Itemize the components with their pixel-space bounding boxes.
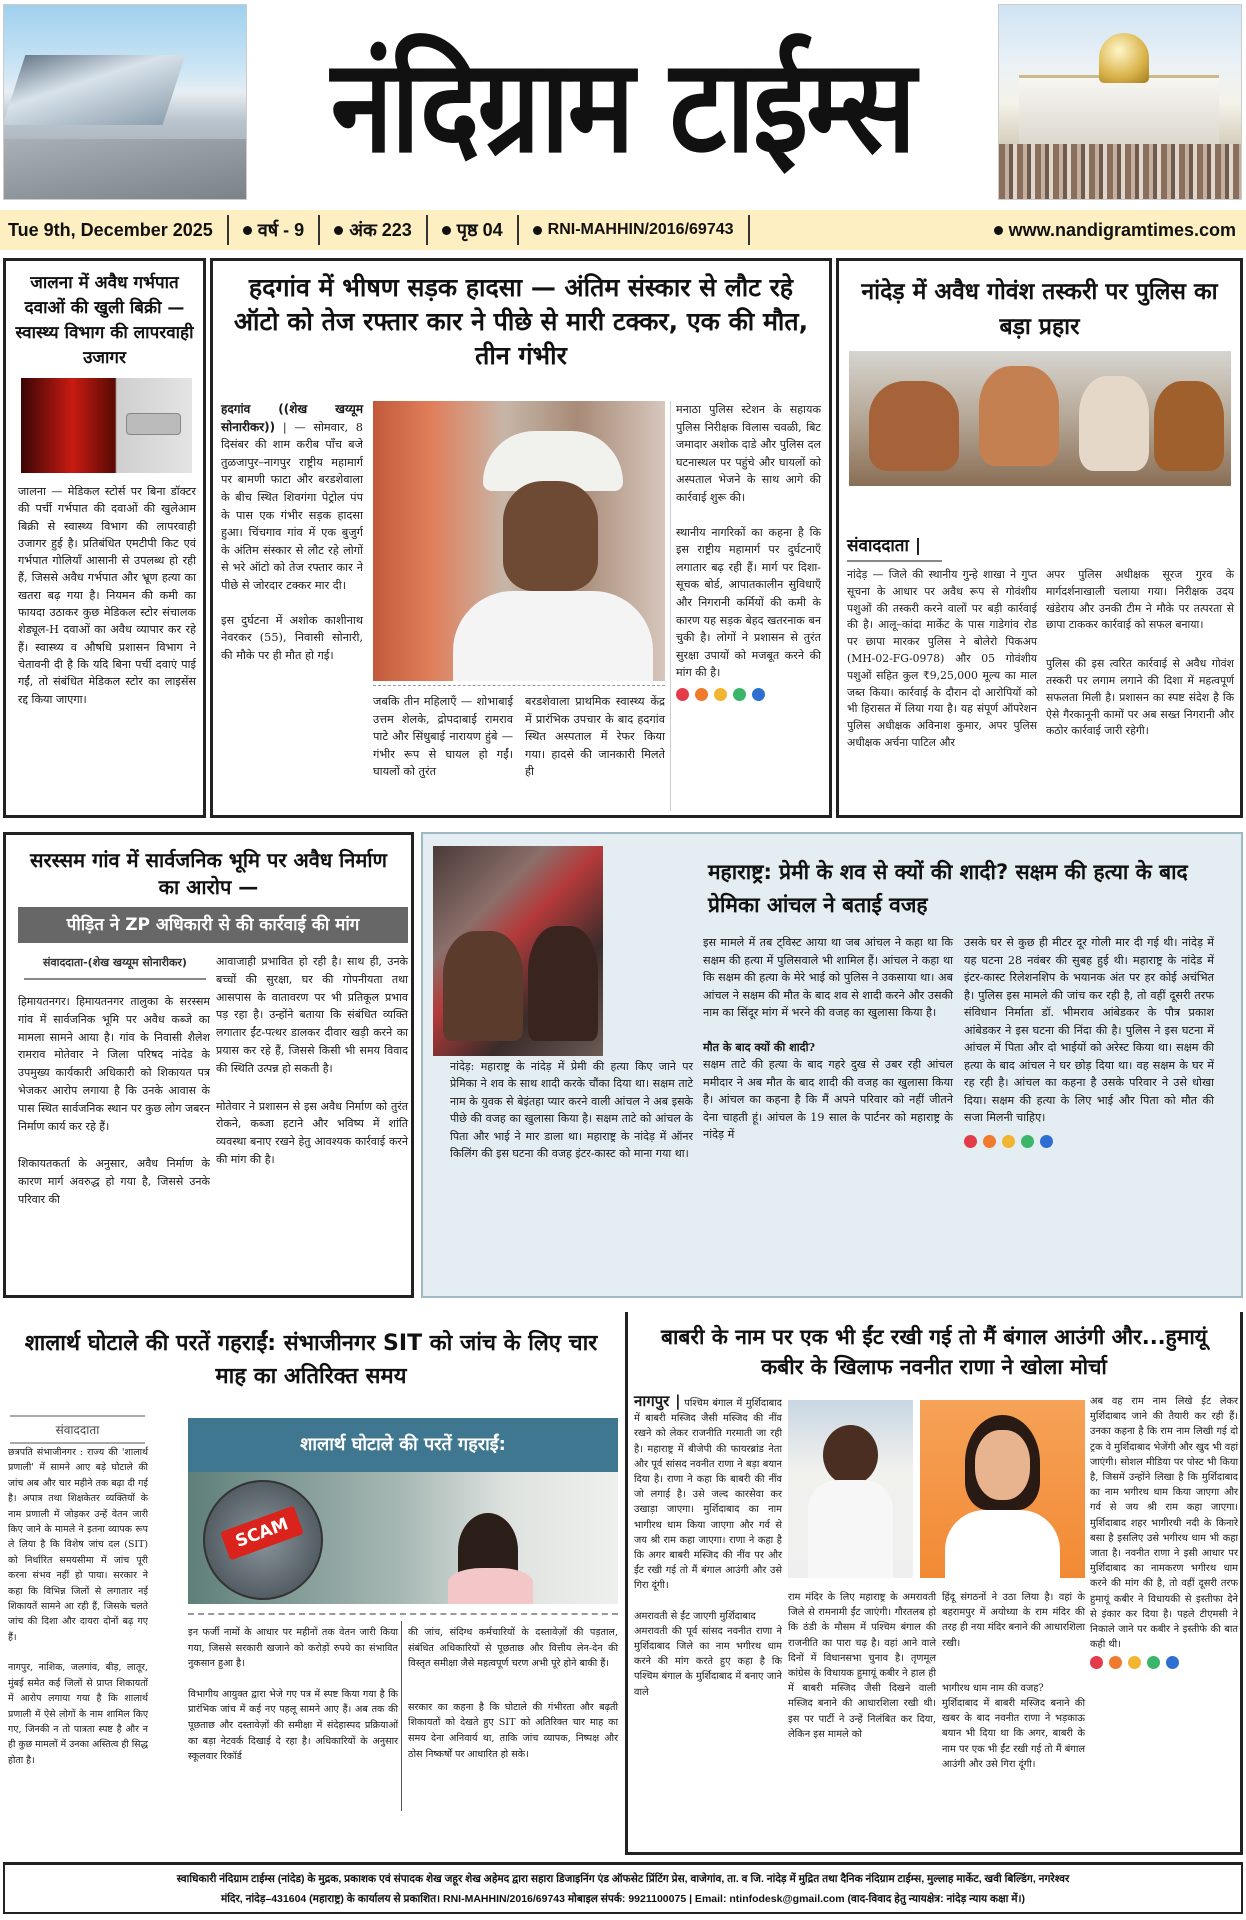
article-column: राम मंदिर के लिए महाराष्ट्र के अमरावती जिले से रामनामी ईंट जाएंगी। गौरतलब हो कि ठंडी के मौसम में पश्चिम बंगाल की राजनीति का पारा चढ़ है। वहां आने वाले दिनों में विधानसभा चुनाव है। तृणमूल कांग्रेस के विधायक हुमायूं कबीर ने हाल ही में बाबरी मस्जिद जैसी दिखने वाली मस्जिद बनाने की आधारशिला रखी थी। इस पर पार्टी ने उन्हें निलंबित कर दिया, लेकिन इस मामले को <box>788 1592 936 1740</box>
article-column: जबकि तीन महिलाएँ — शोभाबाई उत्तम शेलके, द्रोपदाबाई रामराव पाटे और सिंधुबाई नारायण हुंबे — गंभीर रूप से घायल हो गईं। घायलों को तुरंत <box>373 695 513 779</box>
article-photo <box>21 378 192 473</box>
article-column: मनाठा पुलिस स्टेशन के सहायक पुलिस निरीक्षक विलास चवळी, बिट जमादार अशोक दाडे और पुलिस दल घटनास्थल पर पहुंचे और घायलों को अस्पताल भेजने के साथ आगे की कार्रवाई शुरू की। स्थानीय नागरिकों का कहना है कि इस राष्ट्रीय महामार्ग पर दुर्घटनाएँ लगातार बढ़ रही हैं। मार्ग पर दिशा-सूचक बोर्ड, आपातकालीन सुविधाएँ और निगरानी कर्मियों की कमी के कारण यह सड़क बेहद खतरनाक बन चुकी है। लोगों ने प्रशासन से तुरंत सुरक्षा उपायों को मजबूत करने की मांग की है। <box>676 401 821 701</box>
masthead-right-photo <box>998 4 1242 200</box>
article-column: अपर पुलिस अधीक्षक सूरज गुरव के मार्गदर्शनाखाली चलाया गया। निरीक्षक उदय खंडेराय और उनकी टीम ने मौके पर तत्परता से छापा टाककर कार्रवाई को सफल बनाया। पुलिस की इस त्वरित कार्रवाई से अवैध गोवंश तस्करी पर लगाम लगाने की दिशा में महत्वपूर्ण सफलता मिली है। प्रशासन का स्पष्ट संदेश है कि ऐसे गैरकानूनी कामों पर अब सख्त निगरानी और कठोर कार्रवाई जारी रहेगी। <box>1046 568 1234 738</box>
newspaper-logo: नंदिग्राम टाईम्स <box>330 31 915 182</box>
article-headline: नांदेड़ में अवैध गोवंश तस्करी पर पुलिस का बड़ा प्रहार <box>861 279 1218 340</box>
article-hadgaon <box>210 258 832 818</box>
article-photo-left <box>788 1400 913 1578</box>
bullet-icon <box>533 226 542 235</box>
article-sarassam <box>3 832 414 1298</box>
article-column: हिंदू संगठनों ने उठा लिया है। वहां के बहरामपुर में अयोध्या के राम मंदिर की तरह ही नया मंदिर बनाने की आधारशिला रखी। भागीरथ धाम नाम की वजह? मुर्शिदाबाद में बाबरी मस्जिद बनाने की खबर के बाद नवनीत राणा ने भड़काऊ बयान भी दिया था कि अगर, बाबरी के नाम पर एक भी ईंट रखी गई तो मैं बंगाल आउंगी और उसे गिरा दूंगी। <box>942 1592 1085 1770</box>
scam-key-badge: SCAM <box>220 1506 304 1561</box>
issue-year: वर्ष - 9 <box>229 215 320 245</box>
issue-number: अंक 223 <box>320 215 428 245</box>
article-column: छत्रपति संभाजीनगर : राज्य की 'शालार्थ प्रणाली' में सामने आए बड़े घोटाले की जांच अब और चार महीने तक बढ़ा दी गई है। अपात्र तथा शिक्षकेतर व्यक्तियों के नाम प्रणाली में जोड़कर उन्हें वेतन जारी किए जाने के मामले ने इतना व्यापक रूप ले लिया है कि विशेष जांच दल (SIT) को निर्धारित समयसीमा में जांच पूरी करना संभव नहीं हो पाया। सरकार ने कहा कि विभिन्न जिलों से लगातार नई शिकायतें सामने आ रही हैं, जिसके चलते जांच की दिशा और दायरा दोनों बढ़ गए हैं। नागपुर, नाशिक, जलगांव, बीड़, लातूर, मुंबई समेत कई जिलों से प्राप्त शिकायतों में आरोप लगाया गया है कि शालार्थ प्रणाली में ऐसे लोगों के नाम शामिल किए गए, जिनकी न तो पात्रता स्पष्ट है और न ही कुछ मामलों में उनका अस्तित्व ही सिद्ध होता है। <box>8 1447 148 1766</box>
article-column: उसके घर से कुछ ही मीटर दूर गोली मार दी गई थी। नांदेड़ में यह घटना 28 नवंबर की सुबह हुई थी। महाराष्ट्र के नांदेड में इंटर-कास्ट रिलेशनशिप के भयानक अंत पर हर कोई अचंभित है। पुलिस इस मामले की जांच कर रही है, तो वहीं दूसरी तरफ संविधान निर्माता डॉ. भीमराव आंबेडकर के पौत्र प्रकाश आंबेडकर ने इस घटना की निंदा की है। पुलिस ने इस घटना में आंचल में पिता और दो भाईयों को अरेस्ट किया था। सक्षम की हत्या के बाद आंचल ने घर छोड़ दिया था। वह सक्षम के घर में रह रही है। आंचल का कहना है उसके परिवार ने उसे धोखा दिया। सक्षम की हत्या के लिए भाई और पिता को मौत की सजा मिलनी चाहिए। <box>964 934 1214 1148</box>
article-column: इन फर्जी नामों के आधार पर महीनों तक वेतन जारी किया गया, जिससे सरकारी खजाने को करोड़ों रुपये का संभावित नुकसान हुआ है। विभागीय आयुक्त द्वारा भेजे गए पत्र में स्पष्ट किया गया है कि प्रारंभिक जांच में कई नए पहलू सामने आए हैं। अब तक की पूछताछ और दस्तावेज़ों की समीक्षा में संदेहास्पद प्रक्रियाओं का बड़ा नेटवर्क दिखाई दे रहा है। अधिकारियों के अनुसार स्कूलवार रिकॉर्ड <box>188 1627 398 1763</box>
bullet-icon <box>442 226 451 235</box>
article-headline: महाराष्ट्र: प्रेमी के शव से क्यों की शादी? सक्षम की हत्या के बाद प्रेमिका आंचल ने बताई वजह <box>708 860 1188 917</box>
article-photo-right <box>920 1400 1085 1578</box>
article-byline: संवाददाता-(शेख खय्यूम सोनारीकर) <box>24 955 206 980</box>
article-byline: संवाददाता | <box>847 533 942 562</box>
imprint-footer <box>3 1862 1243 1914</box>
article-column: आवाजाही प्रभावित हो रही है। साथ ही, उनके बच्चों की सुरक्षा, घर की गोपनीयता तथा आसपास के वातावरण पर भी प्रतिकूल प्रभाव पड़ रहा है। उन्होंने बताया कि संबंधित व्यक्ति लगातार ईंट-पत्थर डालकर दीवार खड़ी करने का प्रयास कर रहे हैं, जिससे किसी भी समय विवाद की स्थिति उत्पन्न हो सकती है। मोतेवार ने प्रशासन से इस अवैध निर्माण को तुरंत रोकने, कब्जा हटाने और भविष्य में शांति व्यवस्था बनाए रखने हेतु आवश्यक कार्रवाई करने की मांग की है। <box>216 955 408 1166</box>
imprint-line-1: स्वाधिकारी नंदिग्राम टाईम्स (नांदेड) के मुद्रक, प्रकाशक एवं संपादक शेख जहूर शेख अहेमद द्वारा सहारा डिजाइनिंग एंड ऑफसेट प्रिंटिंग प्रेस, वाजेगांव, ता. व जि. नांदेड़ में मुद्रित तथा दैनिक नंदिग्राम टाईम्स, मुल्लाह मार्केट, खवी बिल्डिंग, नगरेश्वर <box>176 1873 1070 1885</box>
article-headline: बाबरी के नाम पर एक भी ईंट रखी गई तो मैं बंगाल आउंगी और...हुमायूं कबीर के खिलाफ नवनीत राणा ने खोला मोर्चा <box>661 1325 1207 1379</box>
article-byline: संवाददाता <box>10 1421 145 1444</box>
article-photo <box>433 846 603 1056</box>
decorative-dots <box>964 1135 1214 1148</box>
article-lead: नांदेड़: महाराष्ट्र के नांदेड़ में प्रेमी की हत्या किए जाने पर प्रेमिका ने शव के साथ शादी करके चौंका दिया था। सक्षम ताटे नाम के युवक से बेइंतहा प्यार करने वाली आंचल ने अब इसके पीछे की वजह का खुलासा किया है। सक्षम ताटे को आंचल के पिता और भाई ने मार डाला था। महाराष्ट्र के नांदेड़ में ऑनर किलिंग की इस घटना की वजह इंटर-कास्ट को माना गया था। <box>450 1060 693 1161</box>
article-nanded-cattle <box>836 258 1243 818</box>
article-column: बरडशेवाला प्राथमिक स्वास्थ्य केंद्र में प्रारंभिक उपचार के बाद हदगांव स्थित अस्पताल में रेफर किया गया। हादसे की जानकारी मिलते ही <box>525 695 665 779</box>
article-headline: सरस्सम गांव में सार्वजनिक भूमि पर अवैध निर्माण का आरोप — <box>29 848 388 899</box>
infographic-banner: शालार्थ घोटाले की परतें गहराईं: <box>188 1418 618 1472</box>
article-column: इस मामले में तब ट्विस्ट आया था जब आंचल ने कहा था कि सक्षम की हत्या में पुलिसवाले भी शामिल हैं। आंचल ने कहा था कि सक्षम की हत्या के मेरे भाई को पुलिस ने उकसाया था। अब आंचल ने सक्षम की मौत के बाद शव से शादी करने और उसकी नाम का सिंदूर मांग में भरने की वजह का खुलासा किया है। मौत के बाद क्यों की शादी? सक्षम ताटे की हत्या के बाद गहरे दुख से उबर रही आंचल ममीदार ने अब मौत के बाद शादी की वजह का खुलासा किया है। आंचल का कहना है कि मैं अपने परिवार को नहीं जीतने देना चाहती हूं। आंचल के 19 साल के पार्टनर को महाराष्ट्र के नांदेड़ में <box>703 936 953 1141</box>
article-body: जालना — मेडिकल स्टोर्स पर बिना डॉक्टर की पर्ची गर्भपात की दवाओं की खुलेआम बिक्री से स्वास्थ्य विभाग की लापरवाही उजागर हुई है। प्रतिबंधित एमटीपी किट एवं गर्भपात गोलियाँ आसानी से उपलब्ध हो रही हैं, जिससे अवैध गर्भपात और भ्रूण हत्या का खतरा बढ़ गया है। नियमन की कमी का फायदा उठाकर कुछ मेडिकल स्टोर संचालक शेड्यूल-H दवाओं का अवैध व्यापार कर रहे हैं। स्वास्थ्य व औषधि प्रशासन विभाग ने चेतावनी दी है कि यदि बिना पर्ची दवाएं पाई गईं, तो संबंधित मेडिकल स्टोर का लाइसेंस रद्द किया जाएगा। <box>18 485 196 706</box>
decorative-dots <box>676 688 821 701</box>
bullet-icon <box>243 226 252 235</box>
article-column: हदगांव ((शेख खय्यूम सोनारीकर)) | — सोमवार, 8 दिसंबर की शाम करीब पाँच बजे तुळजापुर–नागपुर राष्ट्रीय महामार्ग पर बामणी फाटा और बरडशेवाला के बीच स्थित शिवगंगा पेट्रोल पंप के पास एक गंभीर सड़क हादसा हुआ। चिंचगाव गांव में एक बुजुर्ग के अंतिम संस्कार से लौट रहे लोगों से भरे ऑटो को तेज रफ्तार कार ने पीछे से जोरदार टक्कर मार दी। इस दुर्घटना में अशोक काशीनाथ नेवरकर (55), निवासी सोनारी, की मौके पर ही मौत हो गई। <box>221 402 363 662</box>
article-photo <box>849 351 1231 486</box>
rni-number: RNI-MAHHIN/2016/69743 <box>519 215 750 245</box>
article-dateline: नागपुर | <box>634 1392 681 1410</box>
article-infographic <box>188 1418 618 1604</box>
page-number: पृष्ठ 04 <box>428 215 519 245</box>
decorative-dots <box>1090 1656 1238 1669</box>
issue-date: Tue 9th, December 2025 <box>0 215 229 245</box>
article-maharashtra <box>421 832 1243 1298</box>
article-headline: हदगांव में भीषण सड़क हादसा — अंतिम संस्कार से लौट रहे ऑटो को तेज रफ्तार कार ने पीछे से मारी टक्कर, एक की मौत, तीन गंभीर <box>233 273 809 370</box>
article-photo <box>373 401 665 681</box>
article-column: नागपुर | पश्चिम बंगाल में मुर्शिदाबाद में बाबरी मस्जिद जैसी मस्जिद की नींव रखने को लेकर राजनीति गरमाती जा रही है। महाराष्ट्र में बीजेपी की फायरब्रांड नेता और पूर्व सांसद नवनीत राणा ने बड़ा बयान दिया है। राणा ने कहा कि बाबरी की नींव जो लगाई है। उसे जल्द कारसेवा कर उखाड़ा जाएगा। मुर्शिदाबाद का नाम भागीरथ धाम किया जाएगा और गर्व से जय श्री राम कहा जाएगा। राणा ने कहा है कि अगर बाबरी मस्जिद की नींव पर और ईंट रखी गई तो मैं बंगाल आउंगी और उसे गिरा दूंगी। अमरावती से ईंट जाएगी मुर्शिदाबाद अमरावती की पूर्व सांसद नवनीत राणा ने मुर्शिदाबाद जिले का नाम भगीरथ धाम करने की मांग करते हुए कहा है कि पश्चिम बंगाल के मुर्शिदाबाद में बनाए जाने वाले <box>634 1392 782 1698</box>
article-babri <box>625 1312 1243 1855</box>
masthead-left-photo <box>3 4 247 200</box>
article-byline: हदगांव ((शेख खय्यूम सोनारीकर)) <box>221 402 363 434</box>
website-link[interactable]: www.nandigramtimes.com <box>750 215 1246 245</box>
imprint-line-2: मंदिर, नांदेड़–431604 (महाराष्ट्र) के कार्यालय से प्रकाशित। RNI-MAHHIN/2016/69743 मोबाइल संपर्क: 9921100075 | Email: ntinfodesk@gmail.com (वाद-विवाद हेतु न्यायक्षेत्र: नांदेड़ न्याय कक्षा में।) <box>220 1893 1026 1905</box>
article-subheadline: पीड़ित ने ZP अधिकारी से की कार्रवाई की मांग <box>18 907 408 943</box>
article-headline: शालार्थ घोटाले की परतें गहराईं: संभाजीनगर SIT को जांच के लिए चार माह का अतिरिक्त समय <box>24 1331 598 1389</box>
article-subheading: मौत के बाद क्यों की शादी? <box>703 1039 816 1054</box>
bullet-icon <box>334 226 343 235</box>
article-jalna <box>3 258 206 818</box>
article-column: की जांच, संदिग्ध कर्मचारियों के दस्तावेज़ों की पड़ताल, संबंधित अधिकारियों से पूछताछ और वित्तीय लेन-देन की विस्तृत समीक्षा जैसे महत्वपूर्ण चरण अभी पूरे होने बाकी हैं। सरकार का कहना है कि घोटाले की गंभीरता और बढ़ती शिकायतों को देखते हुए SIT को अतिरिक्त चार माह का समय देना अनिवार्य था, ताकि जांच व्यापक, निष्पक्ष और ठोस निष्कर्षों पर आधारित हो सके। <box>408 1627 618 1760</box>
article-column: नांदेड़ — जिले की स्थानीय गुन्हे शाखा ने गुप्त सूचना के आधार पर अवैध रूप से गोवंशीय पशुओं की तस्करी करने वालों पर बड़ी कार्रवाई की है। आलू–कांदा मार्केट के पास गाडेगांव रोड पर छापा मारकर पुलिस ने बोलेरो पिकअप (MH-02-FG-0978) और 05 गोवंशीय पशुओं सहित कुल ₹9,25,000 मूल्य का माल जब्त किया। कार्रवाई के दौरान दो आरोपियों को भी हिरासत में लिया गया है। यह संपूर्ण ऑपरेशन पुलिस अधीक्षक अविनाश कुमार, अपर पुलिस अधीक्षक अर्चना पाटिल और <box>847 568 1037 749</box>
issue-info-bar <box>0 210 1246 250</box>
article-headline: जालना में अवैध गर्भपात दवाओं की खुली बिक्री — स्वास्थ्य विभाग की लापरवाही उजागर <box>15 273 194 368</box>
bullet-icon <box>994 226 1003 235</box>
article-column: अब वह राम नाम लिखे ईंट लेकर मुर्शिदाबाद जाने की तैयारी कर रही हैं। उनका कहना है कि राम नाम लिखी गई दो ट्रक वे मुर्शिदाबाद भेजेंगी और खुद भी वहां जाएंगी। सोशल मीडिया पर पोस्ट भी किया है, जिसमें उन्होंने लिखा है कि मुर्शिदाबाद का नाम भगीरथ धाम किया जाएगा और गर्व से जय श्री राम कहा जाएगा। मुर्शिदाबाद शहर भागीरथी नदी के किनारे बसा है इसलिए उसे भगीरथ धाम भी कहा जाता है। नवनीत राणा ने इसी आधार पर मुर्शिदाबाद का नामकरण भगीरथ धाम करने की मांग की है, तो वहीं दूसरी तरफ हुमायूं कबीर ने विधायकी से इस्तीफा देने से इंकार कर दिया है। पहले टीएमसी ने निकाले जाने पर कबीर ने इस्तीफे की बात कही थी। <box>1090 1394 1238 1669</box>
article-shalarth <box>0 1315 622 1855</box>
article-column: हिमायतनगर। हिमायतनगर तालुका के सरस्सम गांव में सार्वजनिक भूमि पर अवैध कब्जे का मामला सामने आया है। गांव के निवासी शैलेश रामराव मोतेवार ने जिला परिषद नांदेड के उपमुख्य कार्यकारी अधिकारी को शिकायत पत्र भेजकर आरोप लगाया है कि उनके आवास के पास स्थित सार्वजनिक स्थान पर कुछ लोग जबरन निर्माण कार्य कर रहे हैं। शिकायतकर्ता के अनुसार, अवैध निर्माण के कारण मार्ग अवरुद्ध हो गया है, जिससे उनके परिवार की <box>18 995 210 1206</box>
